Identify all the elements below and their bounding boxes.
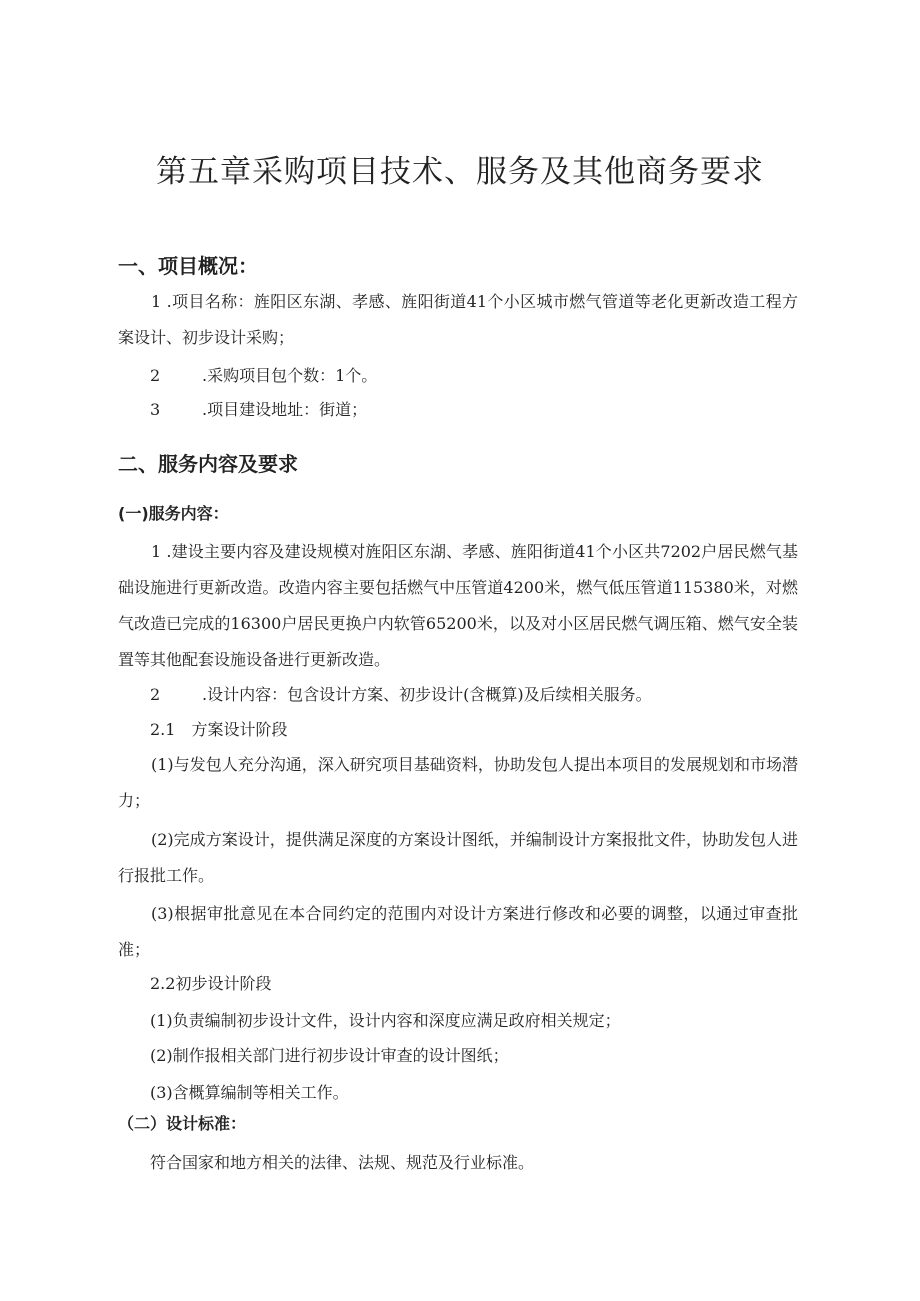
scheme-design-stage-title: 2.1 方案设计阶段 xyxy=(150,720,288,739)
scheme-item-1: (1)与发包人充分沟通，深入研究项目基础资料，协助发包人提出本项目的发展规划和市场潜力； xyxy=(118,755,798,810)
design-content-number: 2 xyxy=(150,685,161,704)
scheme-item-2: (2)完成方案设计，提供满足深度的方案设计图纸，并编制设计方案报批文件，协助发包人进行报批工作。 xyxy=(118,830,798,885)
project-address-number: 3 xyxy=(150,400,161,419)
preliminary-item-2: (2)制作报相关部门进行初步设计审查的设计图纸； xyxy=(150,1046,509,1065)
design-content-line xyxy=(150,683,652,707)
preliminary-item-1: (1)负责编制初步设计文件，设计内容和深度应满足政府相关规定； xyxy=(150,1011,621,1030)
construction-scope-paragraph: 1 .建设主要内容及建设规模对旌阳区东湖、孝感、旌阳街道41个小区共7202户居民燃气基础设施进行更新改造。改造内容主要包括燃气中压管道4200米，燃气低压管道115380米，对燃气改造已完成的16300户居民更换户内软管65200米，以及对小区居民燃气调压箱、燃气安全装置等其他配套设施设备进行更新改造。 xyxy=(118,542,798,669)
scheme-item-3: (3)根据审批意见在本合同约定的范围内对设计方案进行修改和必要的调整，以通过审查批准； xyxy=(118,904,798,959)
package-count-line xyxy=(150,364,377,388)
chapter-title: 第五章采购项目技术、服务及其他商务要求 xyxy=(156,154,764,190)
preliminary-design-stage-title: 2.2初步设计阶段 xyxy=(150,974,272,993)
section2-heading: 二、服务内容及要求 xyxy=(118,452,298,476)
design-standard-heading: （二）设计标准： xyxy=(118,1114,247,1133)
design-standard-text: 符合国家和地方相关的法律、法规、规范及行业标准。 xyxy=(150,1153,535,1172)
package-count-text: .采购项目包个数：1个。 xyxy=(202,366,378,385)
section1-heading: 一、项目概况： xyxy=(118,254,258,278)
preliminary-item-3: (3)含概算编制等相关工作。 xyxy=(150,1083,349,1102)
design-content-text: .设计内容：包含设计方案、初步设计(含概算)及后续相关服务。 xyxy=(202,685,652,704)
service-content-heading: (一)服务内容： xyxy=(118,504,229,523)
package-count-number: 2 xyxy=(150,366,161,385)
project-name-paragraph: 1 .项目名称：旌阳区东湖、孝感、旌阳街道41个小区城市燃气管道等老化更新改造工程方案设计、初步设计采购； xyxy=(118,292,798,347)
project-address-line xyxy=(150,398,367,422)
project-address-text: .项目建设地址：街道； xyxy=(202,400,368,419)
